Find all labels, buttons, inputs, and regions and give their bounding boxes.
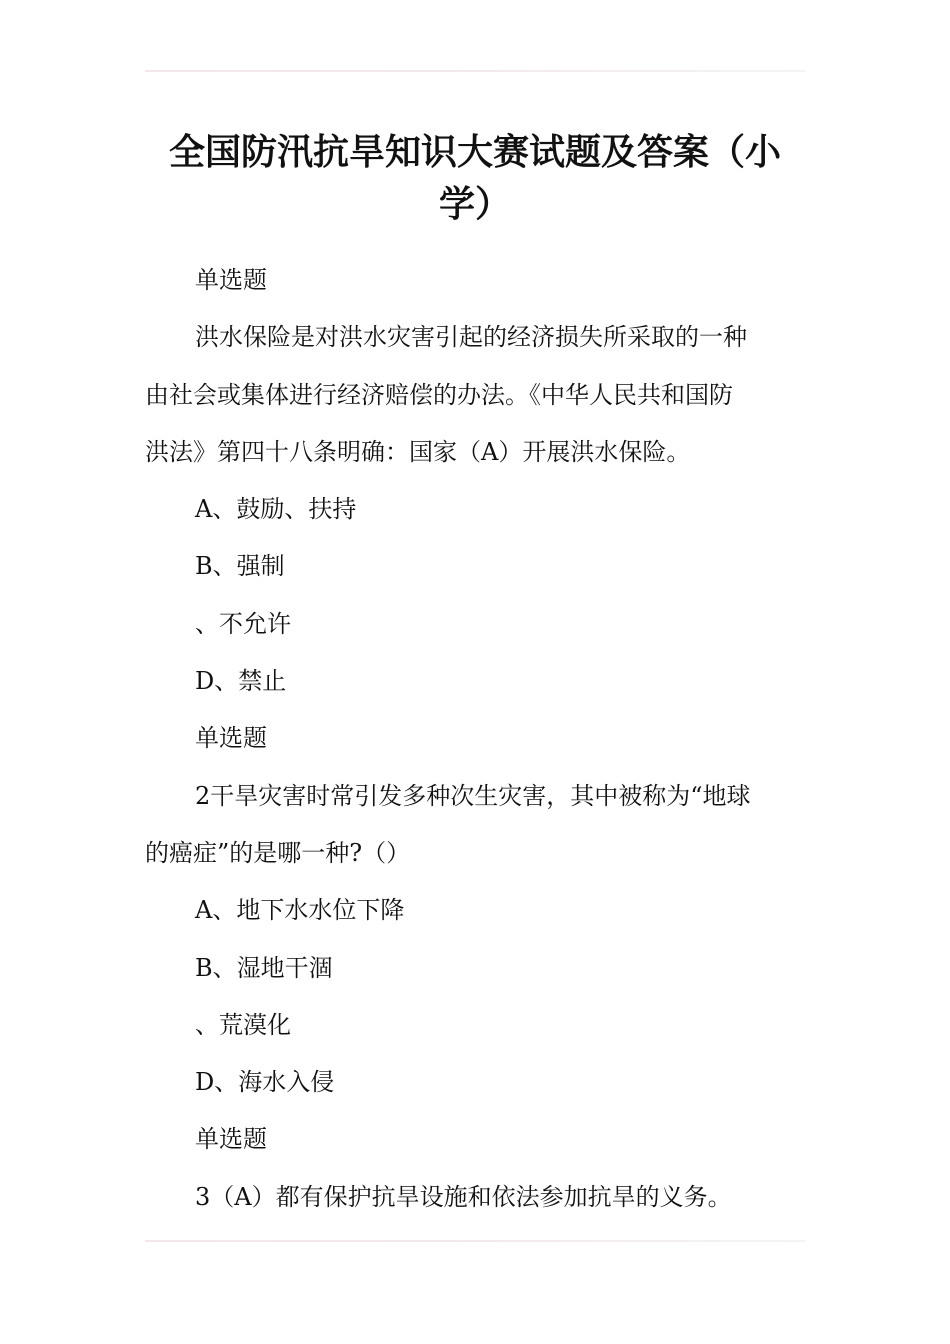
question-text: 洪水保险是对洪水灾害引起的经济损失所采取的一种 — [195, 323, 747, 352]
answer-option: 、不允许 — [195, 609, 291, 638]
section-heading: 单选题 — [195, 266, 267, 294]
page-title — [145, 126, 805, 230]
question-text: 洪法》第四十八条明确：国家（A）开展洪水保险。 — [145, 437, 691, 466]
section-heading: 单选题 — [195, 724, 267, 753]
answer-option: B、湿地干涸 — [195, 953, 333, 982]
question-text: 3（A）都有保护抗旱设施和依法参加抗旱的义务。 — [195, 1182, 732, 1211]
title-line-2: 学） — [438, 183, 511, 225]
answer-option: A、鼓励、扶持 — [195, 495, 357, 524]
question-text: 2干旱灾害时常引发多种次生灾害，其中被称为“地球 — [195, 781, 751, 810]
header-rule — [145, 70, 805, 72]
question-text: 的癌症”的是哪一种?（） — [145, 838, 411, 867]
document-body — [145, 252, 805, 1226]
answer-option: 、荒漠化 — [195, 1010, 291, 1039]
title-line-1: 全国防汛抗旱知识大赛试题及答案（小 — [168, 131, 781, 173]
section-heading: 单选题 — [195, 1125, 267, 1154]
answer-option: D、禁止 — [195, 667, 287, 696]
answer-option: B、强制 — [195, 552, 285, 581]
answer-option: D、海水入侵 — [195, 1068, 335, 1097]
footer-rule — [145, 1240, 805, 1242]
answer-option: A、地下水水位下降 — [195, 896, 405, 925]
question-text: 由社会或集体进行经济赔偿的办法。《中华人民共和国防 — [145, 380, 733, 409]
